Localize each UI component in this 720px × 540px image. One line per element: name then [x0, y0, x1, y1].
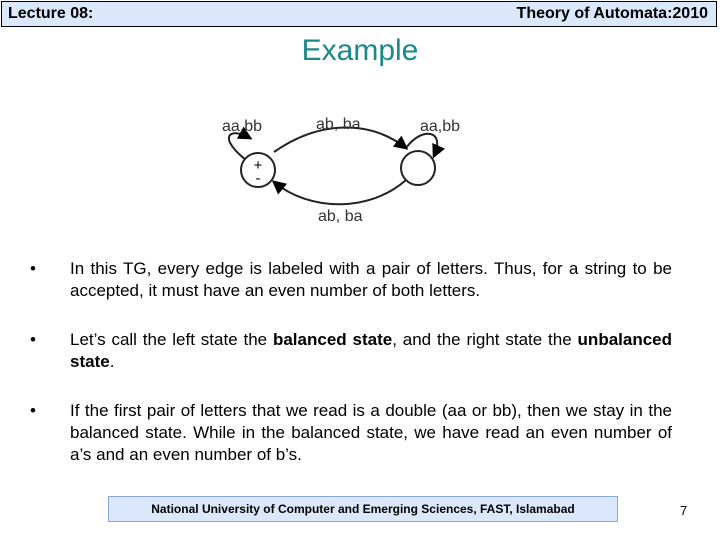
bullet-list — [30, 258, 672, 493]
slide-title: Example — [301, 34, 419, 67]
bullet-item — [30, 329, 672, 373]
lecture-label: Lecture 08: — [8, 5, 94, 22]
final-mark: - — [255, 170, 261, 187]
slide-header — [1, 1, 717, 27]
unbalanced-state — [401, 151, 435, 185]
bullet-text-part: , and the right state the — [392, 330, 578, 349]
bullet-marker: • — [30, 259, 36, 278]
slide-footer: National University of Computer and Emerging Sciences, FAST, Islamabad — [108, 496, 618, 522]
bullet-text: In this TG, every edge is labeled with a pair of letters. Thus, for a string to be accepted, it must have an even number of both letters. — [70, 259, 672, 300]
bullet-text-part: . — [109, 352, 115, 371]
top-edge-label: ab, ba — [316, 116, 361, 133]
bullet-text: If the first pair of letters that we read is a double (aa or bb), then we stay in the balanced state. While in the balanced state, we have read an even number of a’s and an even number of b’s. — [70, 401, 672, 464]
bullet-marker: • — [30, 330, 36, 349]
course-label: Theory of Automata:2010 — [516, 5, 708, 22]
bold-term: balanced state — [272, 330, 393, 349]
right-loop-label: aa,bb — [420, 118, 461, 135]
bottom-transition — [274, 180, 406, 204]
bullet-item — [30, 258, 672, 302]
left-loop-label: aa,bb — [222, 118, 263, 135]
bullet-marker: • — [30, 401, 36, 420]
page-number: 7 — [680, 503, 688, 518]
bold-term: unbalanced state — [70, 330, 673, 371]
transition-graph — [210, 108, 470, 233]
bullet-item — [30, 400, 672, 466]
bullet-text-part: Let’s call the left state the — [70, 330, 273, 349]
bottom-edge-label: ab, ba — [318, 208, 363, 225]
start-mark: + — [253, 157, 263, 174]
